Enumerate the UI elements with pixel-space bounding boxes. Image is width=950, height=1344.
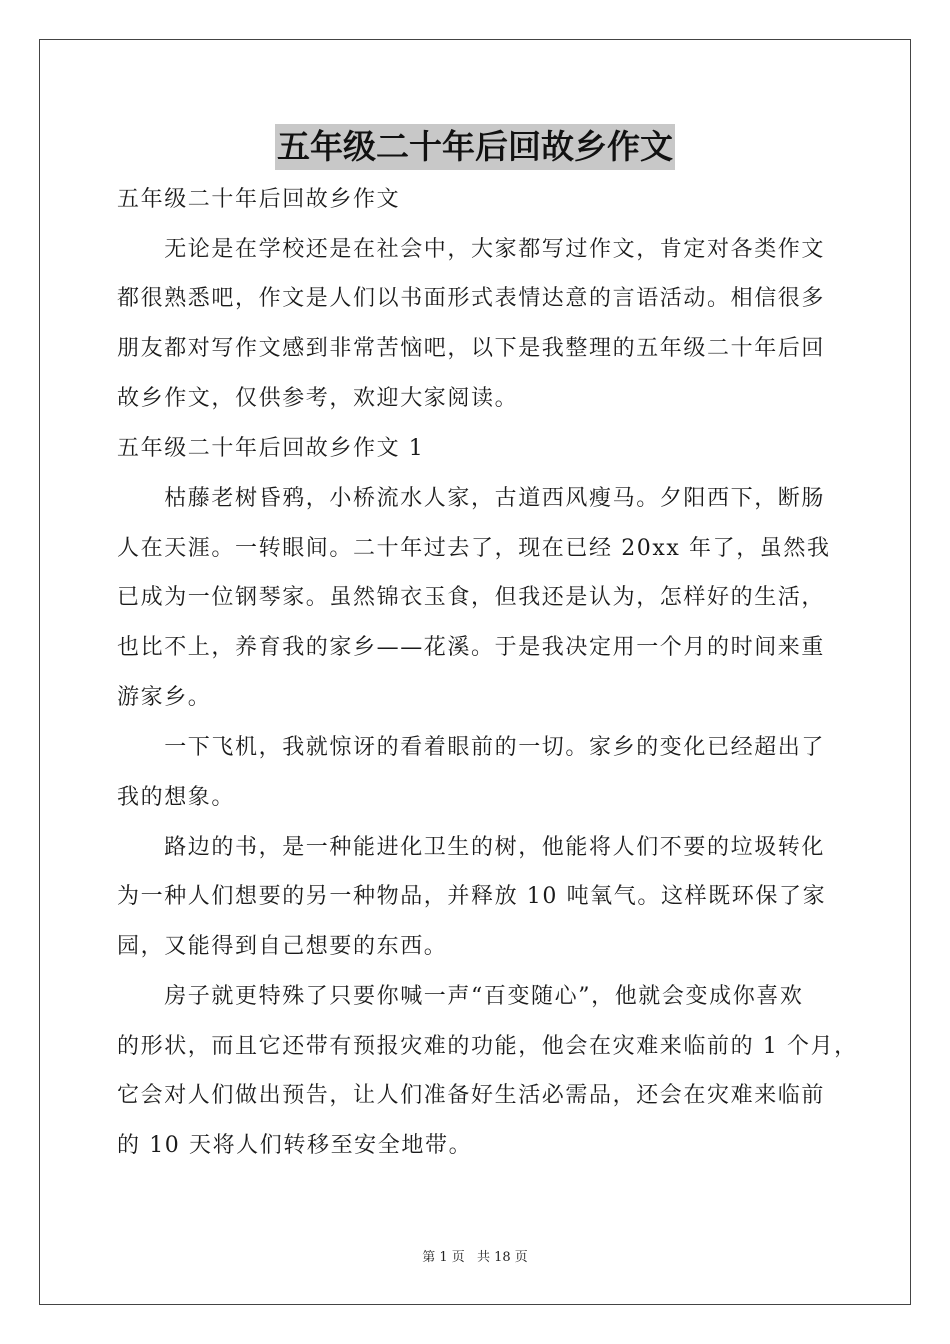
- text-line: 的 10 天将人们转移至安全地带。: [117, 1133, 473, 1158]
- text-line: 故乡作文，仅供参考，欢迎大家阅读。: [117, 386, 519, 411]
- page-footer: [0, 1246, 950, 1265]
- text-line: 房子就更特殊了只要你喊一声“百变随心”，他就会变成你喜欢: [117, 984, 804, 1009]
- page-border: [39, 39, 911, 1305]
- text-line: 的形状，而且它还带有预报灾难的功能，他会在灾难来临前的 1 个月，: [117, 1034, 858, 1059]
- text-line: 五年级二十年后回故乡作文: [117, 187, 401, 212]
- text-line: 人在天涯。一转眼间。二十年过去了，现在已经 20xx 年了，虽然我: [117, 536, 831, 561]
- document-title: 五年级二十年后回故乡作文: [275, 124, 675, 170]
- text-line: 也比不上，养育我的家乡——花溪。于是我决定用一个月的时间来重: [117, 635, 826, 660]
- text-line: 它会对人们做出预告，让人们准备好生活必需品，还会在灾难来临前: [117, 1083, 826, 1108]
- text-line: 路边的书，是一种能进化卫生的树，他能将人们不要的垃圾转化: [117, 835, 826, 860]
- text-line: 园，又能得到自己想要的东西。: [117, 934, 448, 959]
- text-line: 枯藤老树昏鸦，小桥流水人家，古道西风瘦马。夕阳西下，断肠: [117, 486, 826, 511]
- text-line: 一下飞机，我就惊讶的看着眼前的一切。家乡的变化已经超出了: [117, 735, 826, 760]
- text-line: 无论是在学校还是在社会中，大家都写过作文，肯定对各类作文: [117, 237, 826, 262]
- text-line: 五年级二十年后回故乡作文 1: [117, 436, 425, 461]
- text-line: 都很熟悉吧，作文是人们以书面形式表情达意的言语活动。相信很多: [117, 286, 826, 311]
- page-total: 共 18 页: [476, 1250, 528, 1265]
- text-line: 已成为一位钢琴家。虽然锦衣玉食，但我还是认为，怎样好的生活，: [117, 585, 826, 610]
- page-number: 第 1 页: [422, 1250, 465, 1265]
- text-line: 朋友都对写作文感到非常苦恼吧，以下是我整理的五年级二十年后回: [117, 336, 826, 361]
- title-container: [0, 124, 950, 170]
- text-line: 游家乡。: [117, 685, 212, 710]
- text-line: 我的想象。: [117, 785, 236, 810]
- text-line: 为一种人们想要的另一种物品，并释放 10 吨氧气。这样既环保了家: [117, 884, 827, 909]
